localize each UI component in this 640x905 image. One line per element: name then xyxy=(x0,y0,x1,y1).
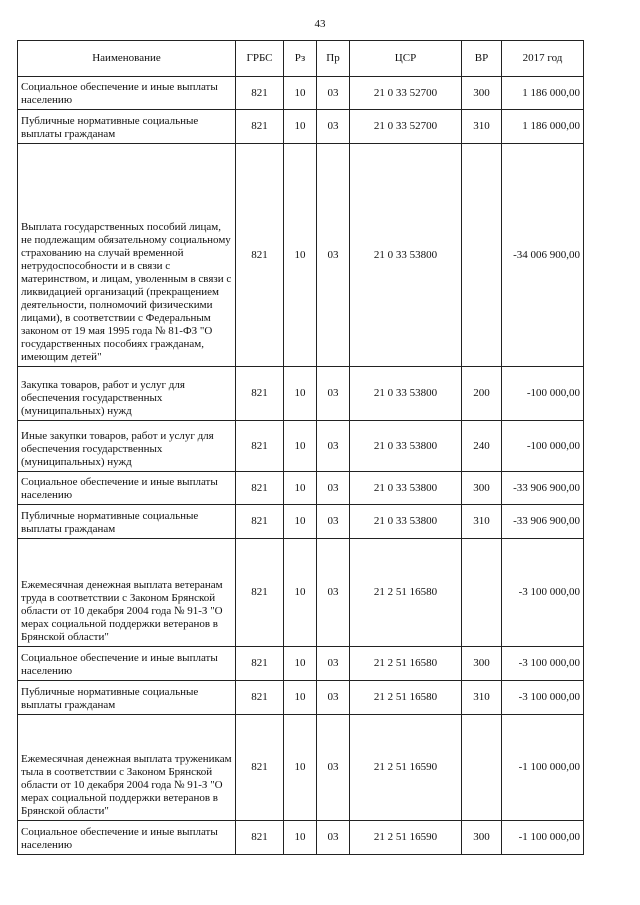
cell-rz: 10 xyxy=(284,144,317,367)
cell-name: Социальное обеспечение и иные выплаты населению xyxy=(18,647,236,681)
cell-csr: 21 0 33 53800 xyxy=(350,367,462,421)
cell-pr: 03 xyxy=(317,367,350,421)
cell-pr: 03 xyxy=(317,505,350,539)
cell-amount: 1 186 000,00 xyxy=(502,77,584,110)
header-year: 2017 год xyxy=(502,41,584,77)
cell-vr xyxy=(462,144,502,367)
cell-name: Социальное обеспечение и иные выплаты населению xyxy=(18,821,236,855)
cell-vr xyxy=(462,715,502,821)
cell-name: Иные закупки товаров, работ и услуг для обеспечения государственных (муниципальных) нужд xyxy=(18,421,236,472)
cell-name: Ежемесячная денежная выплата ветеранам труда в соответствии с Законом Брянской области от 10 декабря 2004 года № 91-З "О мерах социальной поддержки ветеранов в Брянской области" xyxy=(18,539,236,647)
cell-csr: 21 2 51 16590 xyxy=(350,715,462,821)
cell-rz: 10 xyxy=(284,681,317,715)
header-pr: Пр xyxy=(317,41,350,77)
cell-vr: 310 xyxy=(462,110,502,144)
header-name: Наименование xyxy=(18,41,236,77)
table-row xyxy=(18,539,584,647)
header-vr: ВР xyxy=(462,41,502,77)
cell-csr: 21 0 33 52700 xyxy=(350,77,462,110)
cell-amount: -1 100 000,00 xyxy=(502,821,584,855)
cell-amount: -34 006 900,00 xyxy=(502,144,584,367)
header-rz: Рз xyxy=(284,41,317,77)
cell-grbs: 821 xyxy=(236,647,284,681)
cell-csr: 21 2 51 16580 xyxy=(350,539,462,647)
cell-pr: 03 xyxy=(317,821,350,855)
cell-name: Ежемесячная денежная выплата труженикам тыла в соответствии с Законом Брянской области от 10 декабря 2004 года № 91-З "О мерах социальной поддержки ветеранов в Брянской области" xyxy=(18,715,236,821)
cell-grbs: 821 xyxy=(236,539,284,647)
cell-pr: 03 xyxy=(317,681,350,715)
cell-grbs: 821 xyxy=(236,144,284,367)
cell-rz: 10 xyxy=(284,367,317,421)
cell-rz: 10 xyxy=(284,505,317,539)
table-row xyxy=(18,681,584,715)
table-row xyxy=(18,110,584,144)
cell-pr: 03 xyxy=(317,472,350,505)
table-row xyxy=(18,367,584,421)
cell-grbs: 821 xyxy=(236,505,284,539)
cell-rz: 10 xyxy=(284,821,317,855)
header-csr: ЦСР xyxy=(350,41,462,77)
cell-rz: 10 xyxy=(284,77,317,110)
cell-rz: 10 xyxy=(284,110,317,144)
table-row xyxy=(18,77,584,110)
cell-csr: 21 0 33 52700 xyxy=(350,110,462,144)
cell-vr: 310 xyxy=(462,505,502,539)
cell-vr: 300 xyxy=(462,77,502,110)
cell-csr: 21 2 51 16580 xyxy=(350,647,462,681)
cell-name: Выплата государственных пособий лицам, не подлежащим обязательному социальному страхованию на случай временной нетрудоспособности и в связи с материнством, и лицам, уволенным в связи с ликвидацией организаций (прекращением деятельности, полномочий физическими лицами), в соответствии с Федеральным законом от 19 мая 1995 года № 81-ФЗ "О государственных пособиях гражданам, имеющим детей" xyxy=(18,144,236,367)
table-row xyxy=(18,505,584,539)
cell-amount: -3 100 000,00 xyxy=(502,681,584,715)
cell-amount: -3 100 000,00 xyxy=(502,647,584,681)
header-grbs: ГРБС xyxy=(236,41,284,77)
cell-amount: -3 100 000,00 xyxy=(502,539,584,647)
table-row xyxy=(18,472,584,505)
table-row xyxy=(18,715,584,821)
cell-amount: -33 906 900,00 xyxy=(502,505,584,539)
cell-name: Социальное обеспечение и иные выплаты населению xyxy=(18,472,236,505)
cell-amount: -33 906 900,00 xyxy=(502,472,584,505)
cell-rz: 10 xyxy=(284,421,317,472)
cell-amount: -100 000,00 xyxy=(502,367,584,421)
cell-rz: 10 xyxy=(284,539,317,647)
cell-amount: 1 186 000,00 xyxy=(502,110,584,144)
page-number: 43 xyxy=(314,18,326,30)
cell-grbs: 821 xyxy=(236,77,284,110)
cell-grbs: 821 xyxy=(236,681,284,715)
cell-grbs: 821 xyxy=(236,715,284,821)
cell-name: Публичные нормативные социальные выплаты гражданам xyxy=(18,505,236,539)
cell-pr: 03 xyxy=(317,421,350,472)
cell-csr: 21 2 51 16580 xyxy=(350,681,462,715)
cell-vr: 300 xyxy=(462,821,502,855)
cell-pr: 03 xyxy=(317,144,350,367)
cell-name: Публичные нормативные социальные выплаты гражданам xyxy=(18,681,236,715)
cell-pr: 03 xyxy=(317,110,350,144)
cell-vr: 240 xyxy=(462,421,502,472)
budget-table xyxy=(17,40,584,855)
cell-pr: 03 xyxy=(317,647,350,681)
table-row xyxy=(18,821,584,855)
cell-vr: 310 xyxy=(462,681,502,715)
cell-vr: 300 xyxy=(462,472,502,505)
cell-grbs: 821 xyxy=(236,367,284,421)
cell-pr: 03 xyxy=(317,77,350,110)
table-header-row xyxy=(18,41,584,77)
cell-vr: 300 xyxy=(462,647,502,681)
cell-grbs: 821 xyxy=(236,110,284,144)
cell-amount: -100 000,00 xyxy=(502,421,584,472)
cell-csr: 21 0 33 53800 xyxy=(350,421,462,472)
table-row xyxy=(18,647,584,681)
cell-name: Закупка товаров, работ и услуг для обеспечения государственных (муниципальных) нужд xyxy=(18,367,236,421)
cell-rz: 10 xyxy=(284,647,317,681)
cell-grbs: 821 xyxy=(236,821,284,855)
cell-amount: -1 100 000,00 xyxy=(502,715,584,821)
cell-vr xyxy=(462,539,502,647)
table-row xyxy=(18,421,584,472)
table-row xyxy=(18,144,584,367)
cell-grbs: 821 xyxy=(236,472,284,505)
cell-name: Публичные нормативные социальные выплаты гражданам xyxy=(18,110,236,144)
cell-vr: 200 xyxy=(462,367,502,421)
cell-csr: 21 0 33 53800 xyxy=(350,505,462,539)
cell-name: Социальное обеспечение и иные выплаты населению xyxy=(18,77,236,110)
cell-csr: 21 0 33 53800 xyxy=(350,472,462,505)
cell-csr: 21 2 51 16590 xyxy=(350,821,462,855)
cell-rz: 10 xyxy=(284,472,317,505)
cell-pr: 03 xyxy=(317,539,350,647)
cell-rz: 10 xyxy=(284,715,317,821)
cell-grbs: 821 xyxy=(236,421,284,472)
cell-csr: 21 0 33 53800 xyxy=(350,144,462,367)
cell-pr: 03 xyxy=(317,715,350,821)
